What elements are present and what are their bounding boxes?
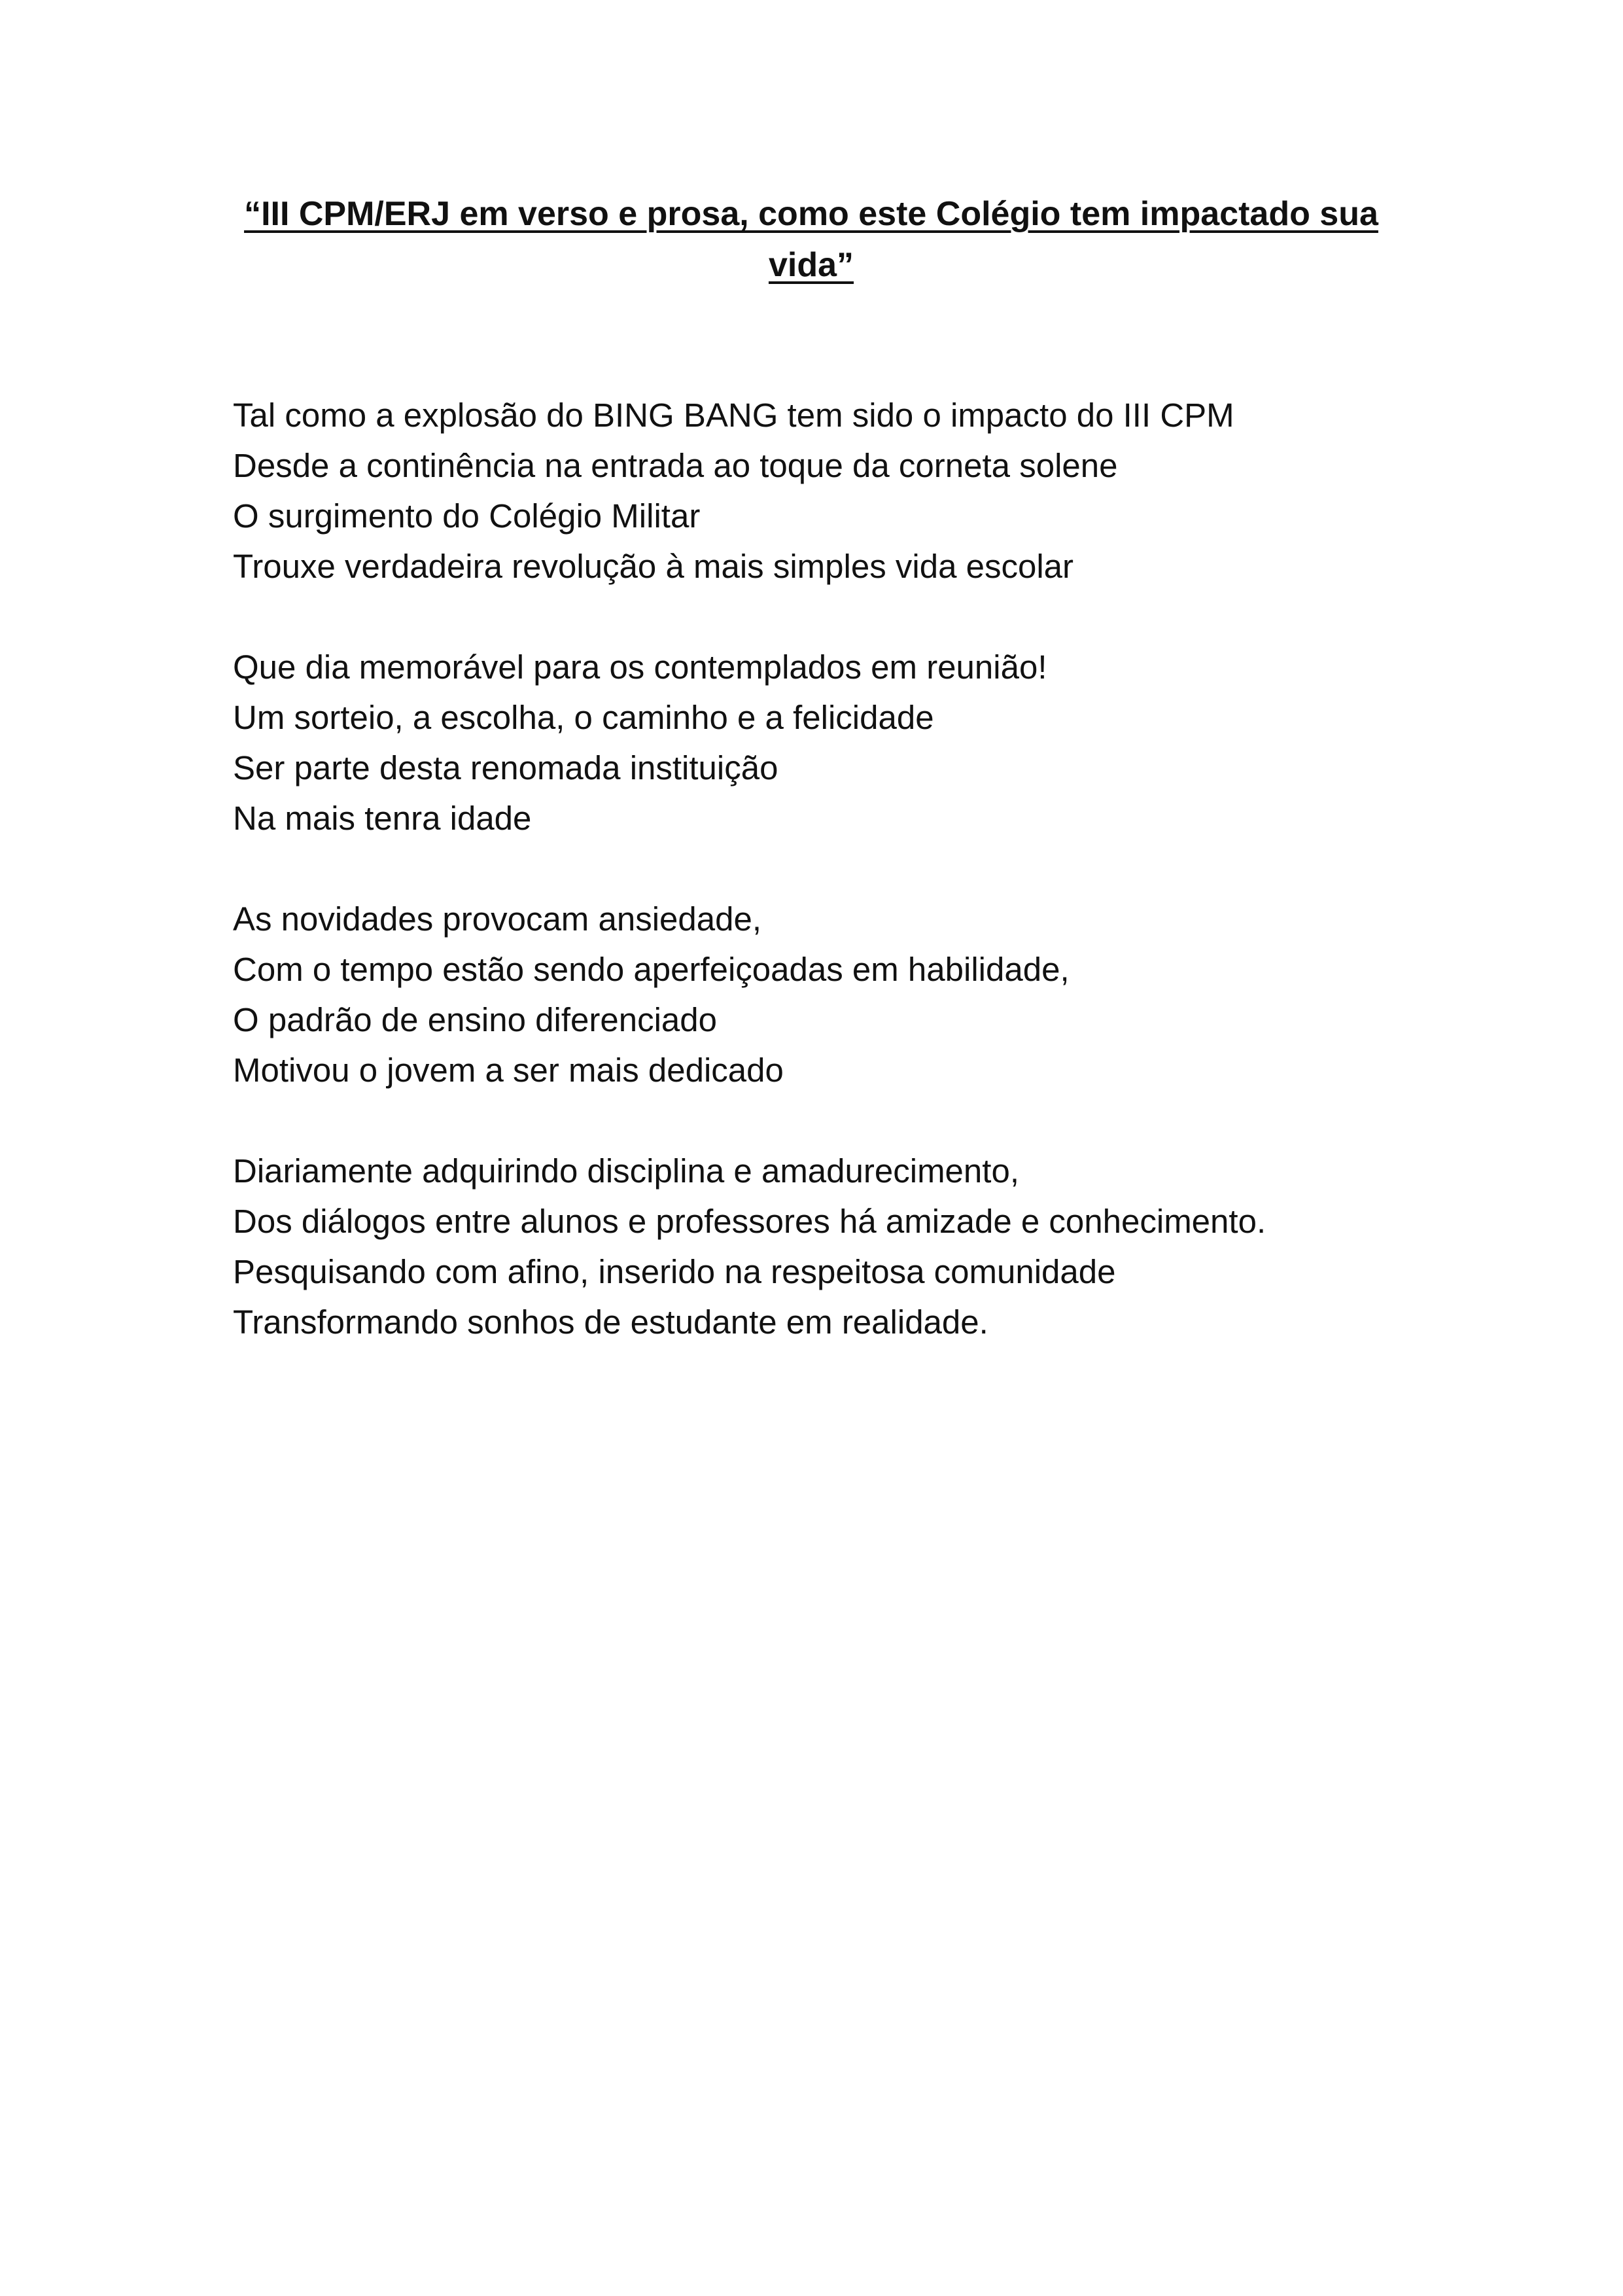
verse-line: Desde a continência na entrada ao toque da corneta solene [233, 447, 1118, 484]
stanza-1 [233, 390, 1476, 592]
verse-line: Com o tempo estão sendo aperfeiçoadas em habilidade, [233, 951, 1070, 988]
verse-line: Pesquisando com afino, inserido na respeitosa comunidade [233, 1253, 1116, 1290]
verse-line: Ser parte desta renomada instituição [233, 749, 778, 786]
stanza-2 [233, 642, 1476, 843]
document-title [232, 188, 1390, 291]
verse-line: O padrão de ensino diferenciado [233, 1001, 718, 1038]
poem-body [233, 390, 1476, 1398]
verse-line: O surgimento do Colégio Militar [233, 497, 701, 535]
verse-line: Na mais tenra idade [233, 800, 532, 837]
verse-line: Diariamente adquirindo disciplina e amadurecimento, [233, 1152, 1019, 1190]
verse-line: Tal como a explosão do BING BANG tem sido o impacto do III CPM [233, 397, 1234, 434]
verse-line: Trouxe verdadeira revolução à mais simples vida escolar [233, 548, 1074, 585]
stanza-4 [233, 1146, 1476, 1347]
verse-line: Que dia memorável para os contemplados em reunião! [233, 648, 1047, 686]
title-line-1: “III CPM/ERJ em verso e prosa, como este Colégio tem impactado sua [244, 195, 1378, 233]
verse-line: Transformando sonhos de estudante em realidade. [233, 1303, 988, 1341]
title-line-2: vida” [768, 246, 854, 284]
verse-line: Um sorteio, a escolha, o caminho e a felicidade [233, 699, 934, 736]
verse-line: As novidades provocam ansiedade, [233, 900, 762, 938]
verse-line: Motivou o jovem a ser mais dedicado [233, 1051, 784, 1089]
stanza-3 [233, 894, 1476, 1095]
verse-line: Dos diálogos entre alunos e professores há amizade e conhecimento. [233, 1203, 1266, 1240]
